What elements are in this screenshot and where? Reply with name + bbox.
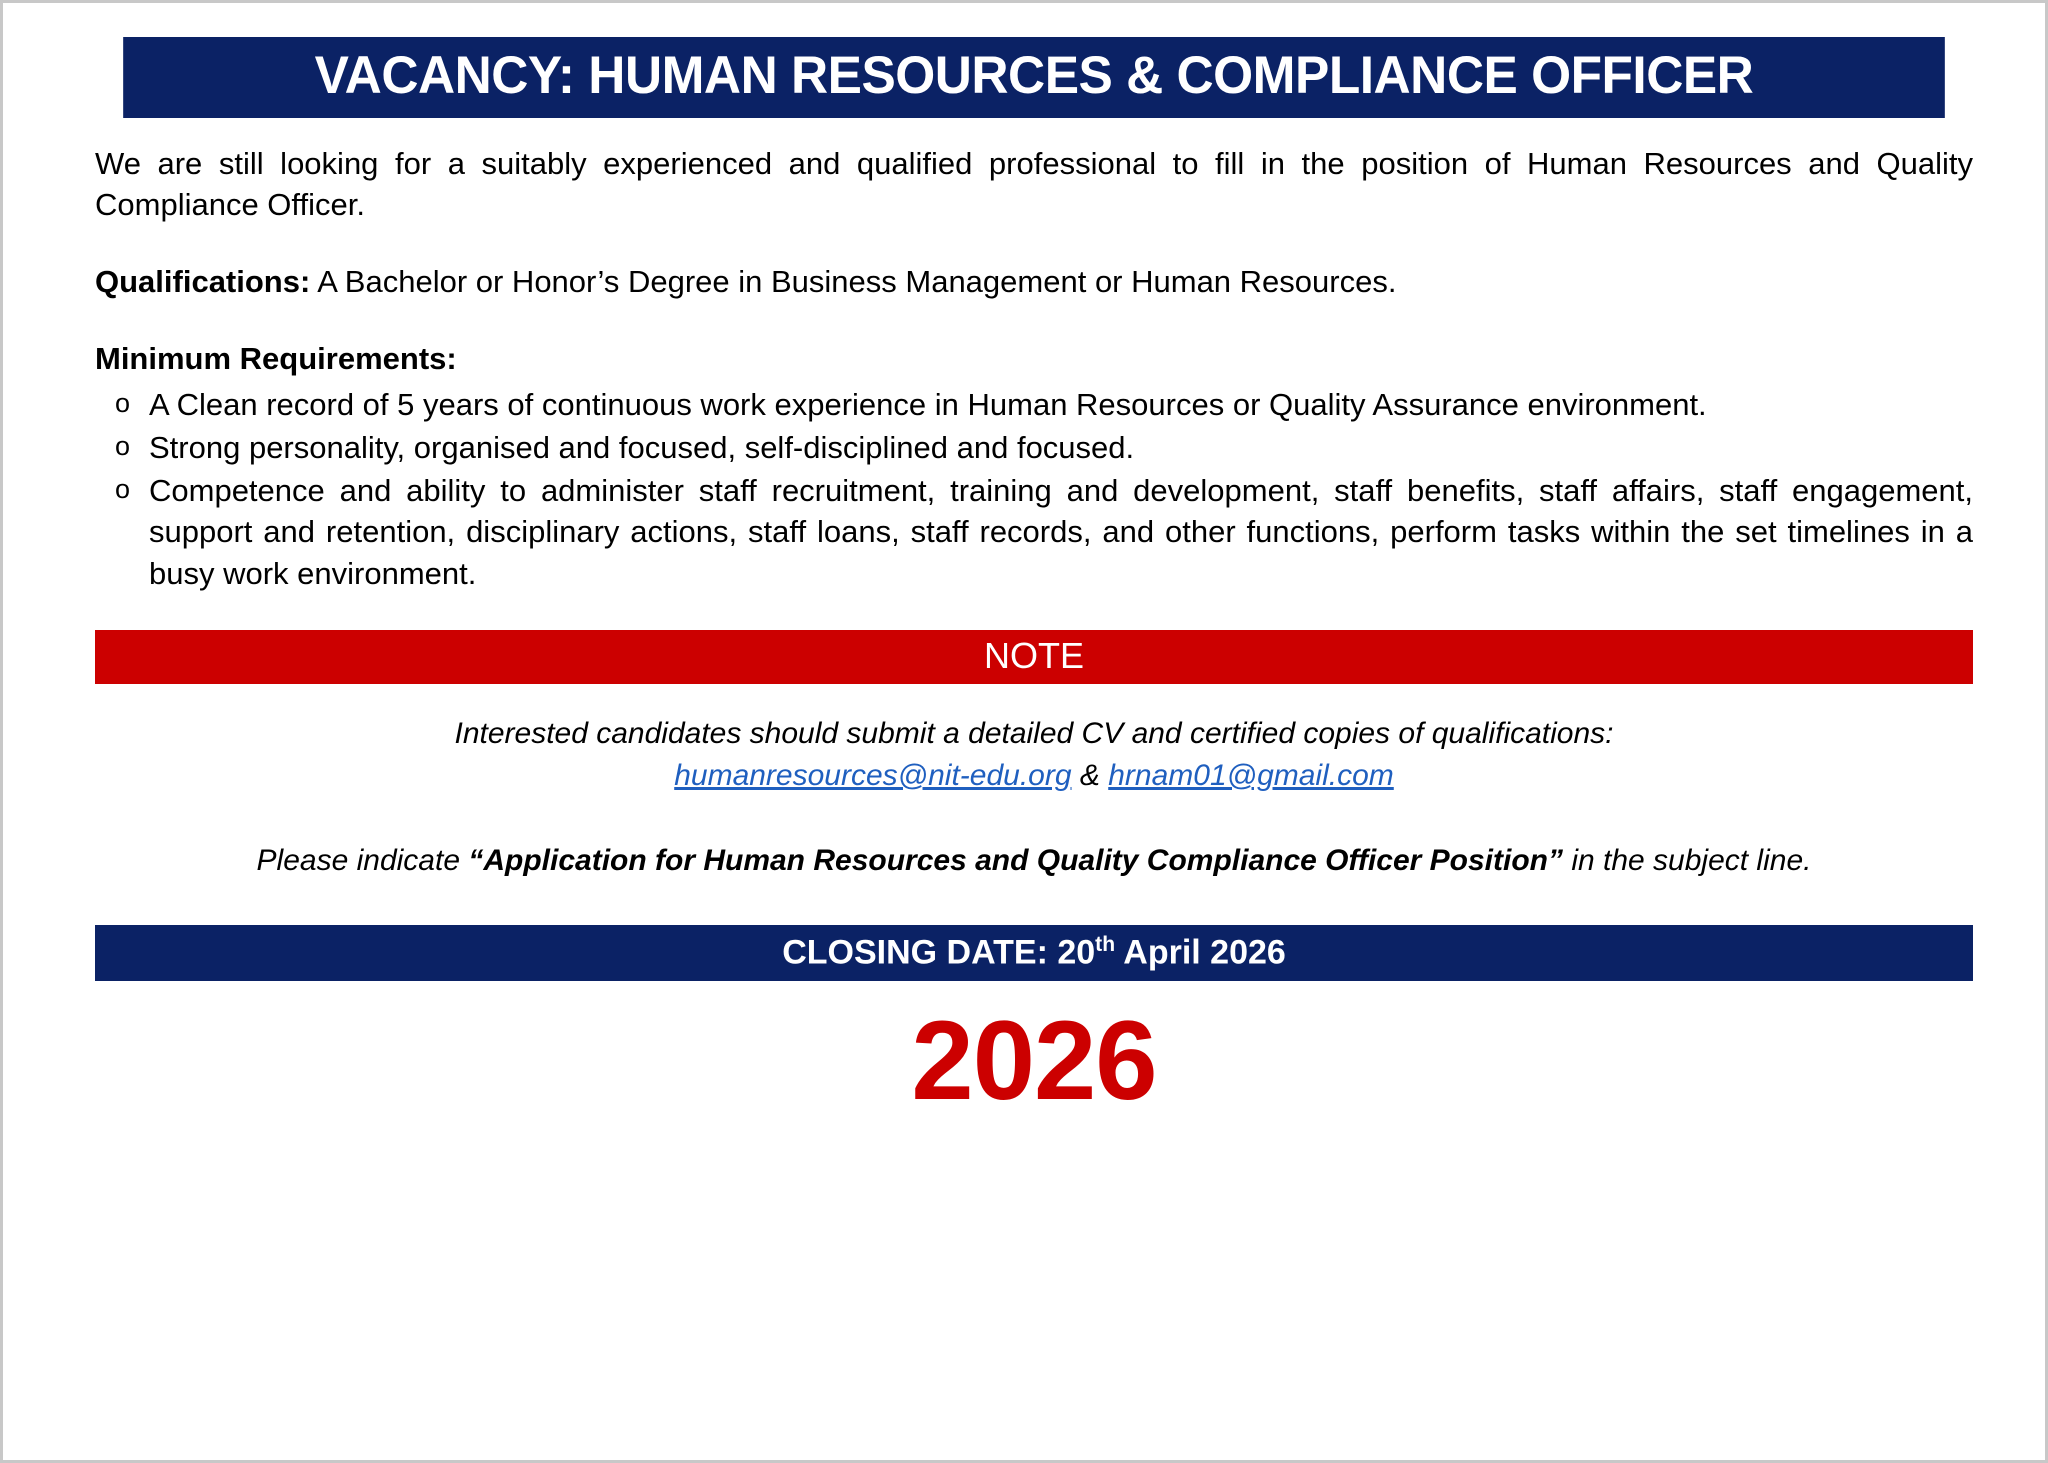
requirements-list	[95, 384, 1973, 594]
poster-content	[3, 3, 2045, 1123]
list-item	[95, 427, 1973, 468]
qualifications-paragraph	[95, 262, 1973, 303]
closing-date-banner	[95, 925, 1973, 980]
email-line	[95, 756, 1973, 797]
requirements-heading: Minimum Requirements:	[95, 340, 457, 376]
email-primary-link[interactable]: humanresources@nit-edu.org	[674, 759, 1072, 793]
subject-suffix: in the subject line.	[1562, 843, 1812, 877]
bullet-marker-icon: o	[115, 474, 131, 505]
list-item	[95, 470, 1973, 594]
closing-date-label: CLOSING DATE: 20	[782, 933, 1096, 972]
year-display: 2026	[911, 997, 1157, 1123]
subject-line-instruction	[95, 841, 1973, 882]
body-section	[95, 144, 1973, 594]
page-title: VACANCY: HUMAN RESOURCES & COMPLIANCE OFFICER	[123, 37, 1945, 118]
email-secondary-link[interactable]: hrnam01@gmail.com	[1108, 759, 1394, 793]
closing-date-rest: April 2026	[1115, 933, 1286, 972]
bullet-marker-icon: o	[115, 387, 131, 418]
closing-date-ordinal: th	[1095, 933, 1116, 957]
bullet-marker-icon: o	[115, 430, 131, 461]
list-item-text: Competence and ability to administer staff recruitment, training and development, staff benefits, staff affairs, staff engagement, support and retention, disciplinary actions, staff loans, staff records, and other functions, perform tasks within the set timelines in a busy work environment.	[149, 473, 1973, 591]
qualifications-text: A Bachelor or Honor’s Degree in Business Management or Human Resources.	[310, 263, 1397, 299]
subject-prefix: Please indicate	[256, 843, 469, 877]
intro-paragraph: We are still looking for a suitably experienced and qualified professional to fill in the position of Human Resources and Quality Compliance Officer.	[95, 146, 1973, 222]
qualifications-label: Qualifications:	[95, 263, 311, 299]
list-item-text: Strong personality, organised and focused, self-disciplined and focused.	[149, 429, 1135, 465]
list-item	[95, 384, 1973, 425]
subject-quoted: “Application for Human Resources and Quality Compliance Officer Position”	[468, 843, 1563, 877]
list-item-text: A Clean record of 5 years of continuous work experience in Human Resources or Quality Assurance environment.	[149, 386, 1707, 422]
note-intro-text: Interested candidates should submit a detailed CV and certified copies of qualifications:	[454, 716, 1614, 750]
note-body	[95, 714, 1973, 797]
email-separator: &	[1071, 759, 1109, 793]
note-banner: NOTE	[95, 630, 1973, 684]
